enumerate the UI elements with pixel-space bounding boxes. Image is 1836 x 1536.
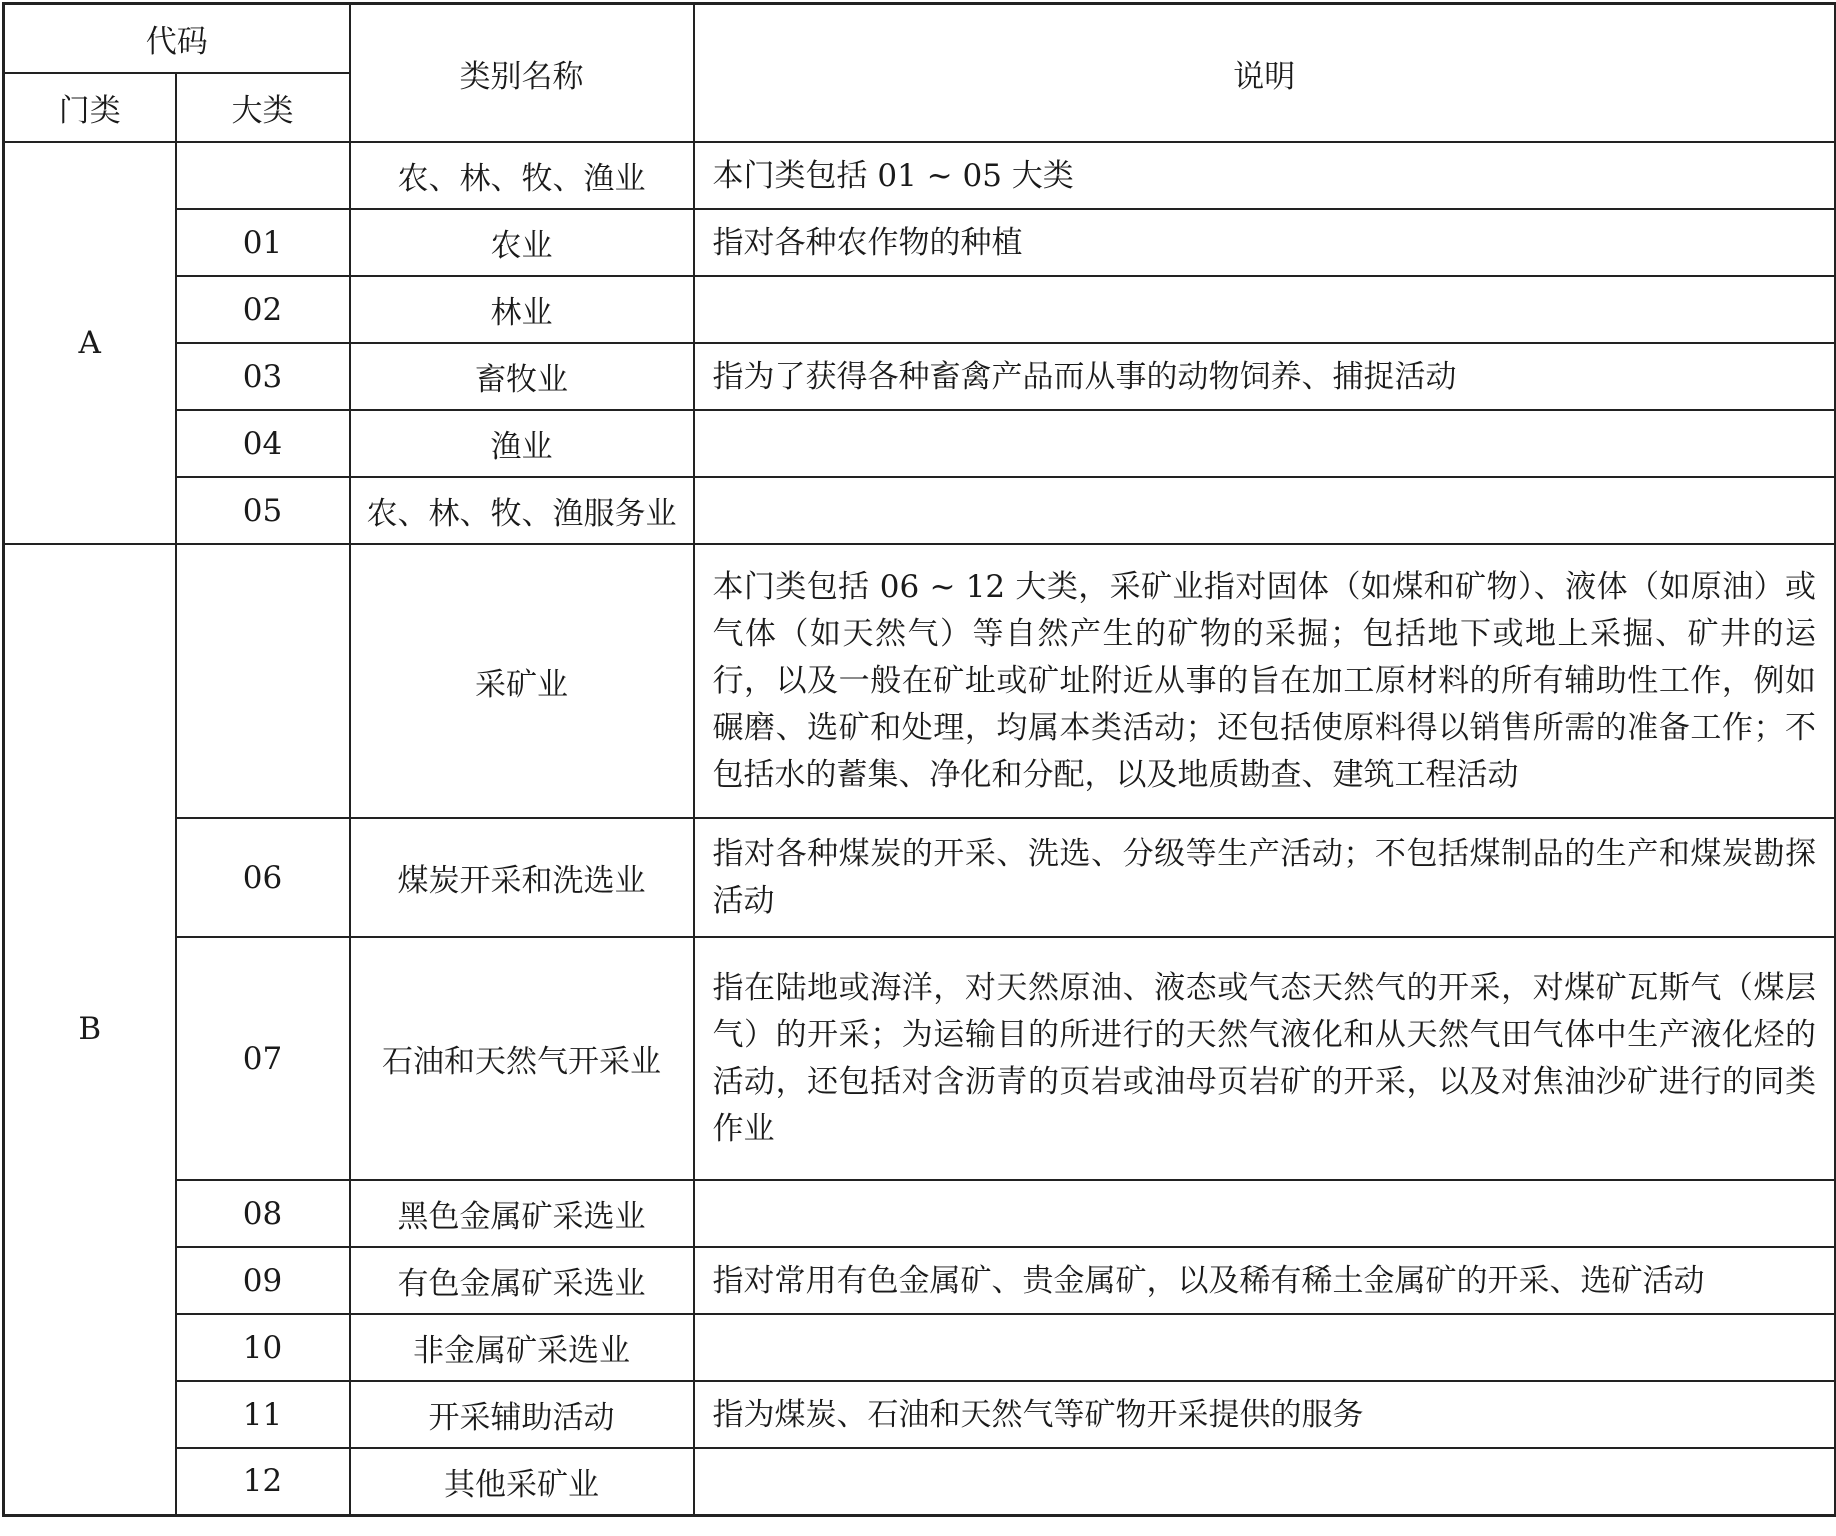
name-cell: 采矿业	[350, 544, 694, 818]
table-row	[4, 1448, 1836, 1515]
division-cell: 07	[176, 937, 350, 1180]
header-section: 门类	[4, 73, 176, 142]
table-row	[4, 544, 1836, 818]
division-cell: 08	[176, 1180, 350, 1247]
table-row	[4, 477, 1836, 544]
table-row	[4, 818, 1836, 937]
table-row	[4, 276, 1836, 343]
table-row	[4, 1247, 1836, 1314]
name-cell: 非金属矿采选业	[350, 1314, 694, 1381]
section-cell: B	[4, 544, 176, 1515]
header-division: 大类	[176, 73, 350, 142]
name-cell: 林业	[350, 276, 694, 343]
description-cell: 指为了获得各种畜禽产品而从事的动物饲养、捕捉活动	[694, 343, 1836, 410]
name-cell: 黑色金属矿采选业	[350, 1180, 694, 1247]
division-cell: 03	[176, 343, 350, 410]
section-cell: A	[4, 142, 176, 544]
header-code: 代码	[4, 4, 350, 74]
division-cell: 09	[176, 1247, 350, 1314]
description-cell: 指为煤炭、石油和天然气等矿物开采提供的服务	[694, 1381, 1836, 1448]
division-cell: 10	[176, 1314, 350, 1381]
name-cell: 其他采矿业	[350, 1448, 694, 1515]
description-cell	[694, 1180, 1836, 1247]
header-row	[4, 4, 1836, 74]
header-name: 类别名称	[350, 4, 694, 143]
division-cell: 02	[176, 276, 350, 343]
description-cell	[694, 477, 1836, 544]
division-cell	[176, 544, 350, 818]
name-cell: 开采辅助活动	[350, 1381, 694, 1448]
name-cell: 石油和天然气开采业	[350, 937, 694, 1180]
description-cell: 指在陆地或海洋，对天然原油、液态或气态天然气的开采，对煤矿瓦斯气（煤层气）的开采；为运输目的所进行的天然气液化和从天然气田气体中生产液化烃的活动，还包括对含沥青的页岩或油母页岩矿的开采，以及对焦油沙矿进行的同类作业	[694, 937, 1836, 1180]
description-cell: 指对各种农作物的种植	[694, 209, 1836, 276]
table-row	[4, 937, 1836, 1180]
description-cell: 本门类包括 06 ~ 12 大类，采矿业指对固体（如煤和矿物）、液体（如原油）或气体（如天然气）等自然产生的矿物的采掘；包括地下或地上采掘、矿井的运行，以及一般在矿址或矿址附近从事的旨在加工原材料的所有辅助性工作，例如碾磨、选矿和处理，均属本类活动；还包括使原料得以销售所需的准备工作；不包括水的蓄集、净化和分配，以及地质勘查、建筑工程活动	[694, 544, 1836, 818]
name-cell: 畜牧业	[350, 343, 694, 410]
industry-classification-table	[2, 2, 1836, 1517]
division-cell: 11	[176, 1381, 350, 1448]
division-cell: 01	[176, 209, 350, 276]
division-cell: 05	[176, 477, 350, 544]
description-cell	[694, 1448, 1836, 1515]
description-cell: 本门类包括 01 ~ 05 大类	[694, 142, 1836, 209]
table-row	[4, 1381, 1836, 1448]
division-cell: 04	[176, 410, 350, 477]
division-cell: 06	[176, 818, 350, 937]
table-row	[4, 209, 1836, 276]
description-cell	[694, 410, 1836, 477]
name-cell: 农、林、牧、渔服务业	[350, 477, 694, 544]
description-cell	[694, 1314, 1836, 1381]
division-cell	[176, 142, 350, 209]
name-cell: 农、林、牧、渔业	[350, 142, 694, 209]
table-row	[4, 343, 1836, 410]
name-cell: 有色金属矿采选业	[350, 1247, 694, 1314]
name-cell: 煤炭开采和洗选业	[350, 818, 694, 937]
name-cell: 农业	[350, 209, 694, 276]
table-row	[4, 142, 1836, 209]
description-cell: 指对常用有色金属矿、贵金属矿，以及稀有稀土金属矿的开采、选矿活动	[694, 1247, 1836, 1314]
division-cell: 12	[176, 1448, 350, 1515]
table-row	[4, 1180, 1836, 1247]
description-cell	[694, 276, 1836, 343]
table-row	[4, 1314, 1836, 1381]
name-cell: 渔业	[350, 410, 694, 477]
description-cell: 指对各种煤炭的开采、洗选、分级等生产活动；不包括煤制品的生产和煤炭勘探活动	[694, 818, 1836, 937]
header-description: 说明	[694, 4, 1836, 143]
table-row	[4, 410, 1836, 477]
